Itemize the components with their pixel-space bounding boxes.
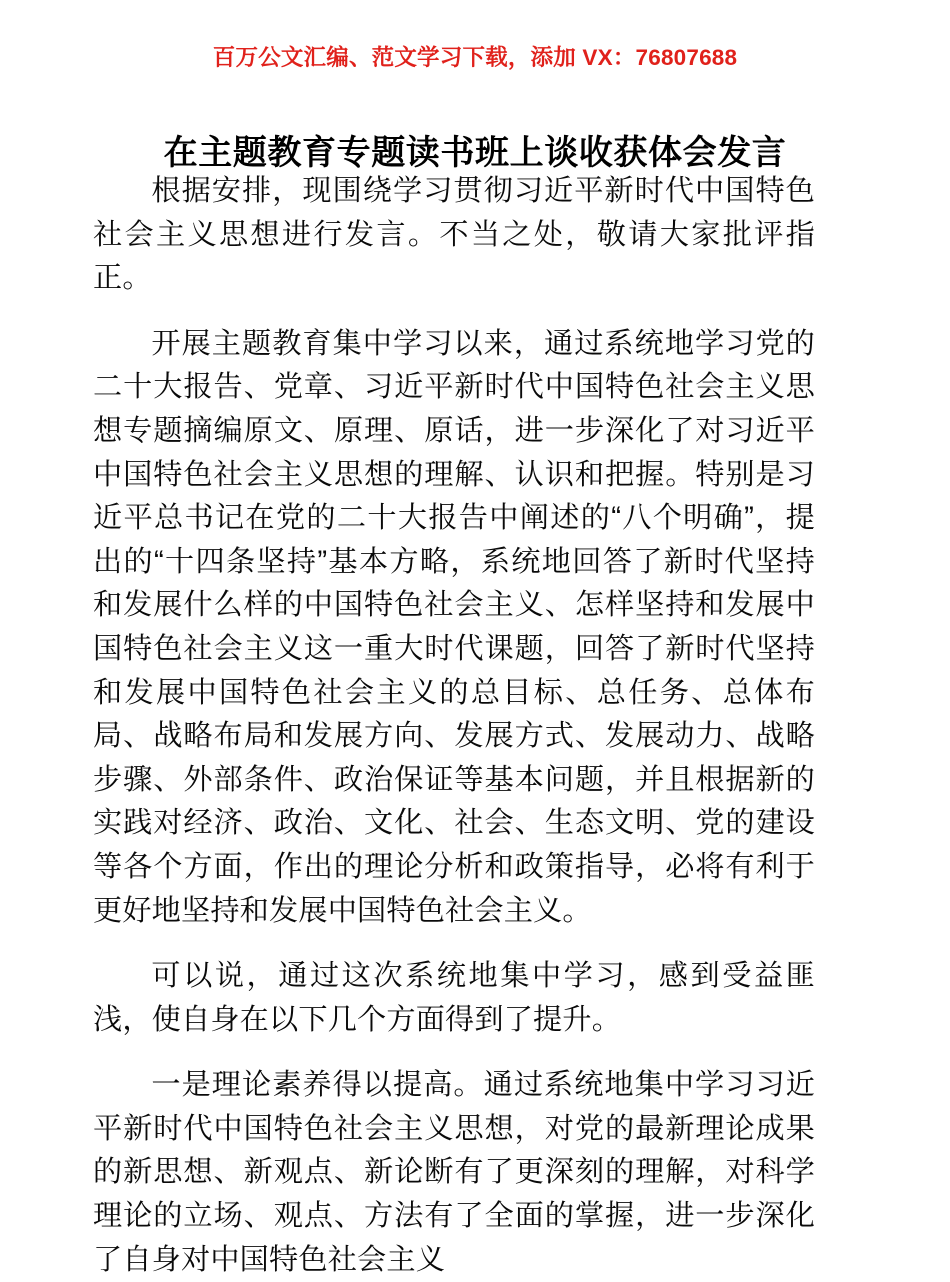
body-paragraph: 开展主题教育集中学习以来，通过系统地学习党的二十大报告、党章、习近平新时代中国特色社会主义思想专题摘编原文、原理、原话，进一步深化了对习近平中国特色社会主义思想的理解、认识和把握。特别是习近平总书记在党的二十大报告中阐述的“八个明确”，提出的“十四条坚持”基本方略，系统地回答了新时代坚持和发展什么样的中国特色社会主义、怎样坚持和发展中国特色社会主义这一重大时代课题，回答了新时代坚持和发展中国特色社会主义的总目标、总任务、总体布局、战略布局和发展方向、发展方式、发展动力、战略步骤、外部条件、政治保证等基本问题，并且根据新的实践对经济、政治、文化、社会、生态文明、党的建设等各个方面，作出的理论分析和政策指导，必将有利于更好地坚持和发展中国特色社会主义。 <box>93 327 815 927</box>
body-paragraph: 可以说，通过这次系统地集中学习，感到受益匪浅，使自身在以下几个方面得到了提升。 <box>93 960 815 1036</box>
paragraph-spacer <box>93 301 815 323</box>
body-paragraph: 一是理论素养得以提高。通过系统地集中学习习近平新时代中国特色社会主义思想，对党的最新理论成果的新思想、新观点、新论断有了更深刻的理解，对科学理论的立场、观点、方法有了全面的掌握，进一步深化了自身对中国特色社会主义 <box>93 1069 815 1276</box>
paragraph-spacer <box>93 933 815 955</box>
paragraph-spacer <box>93 1042 815 1064</box>
body-paragraph: 根据安排，现围绕学习贯彻习近平新时代中国特色社会主义思想进行发言。不当之处，敬请大家批评指正。 <box>93 175 815 295</box>
document-body <box>93 170 815 1282</box>
page-title: 在主题教育专题读书班上谈收获体会发言 <box>163 133 787 172</box>
promo-header-banner: 百万公文汇编、范文学习下载，添加 VX：76807688 <box>212 45 738 70</box>
